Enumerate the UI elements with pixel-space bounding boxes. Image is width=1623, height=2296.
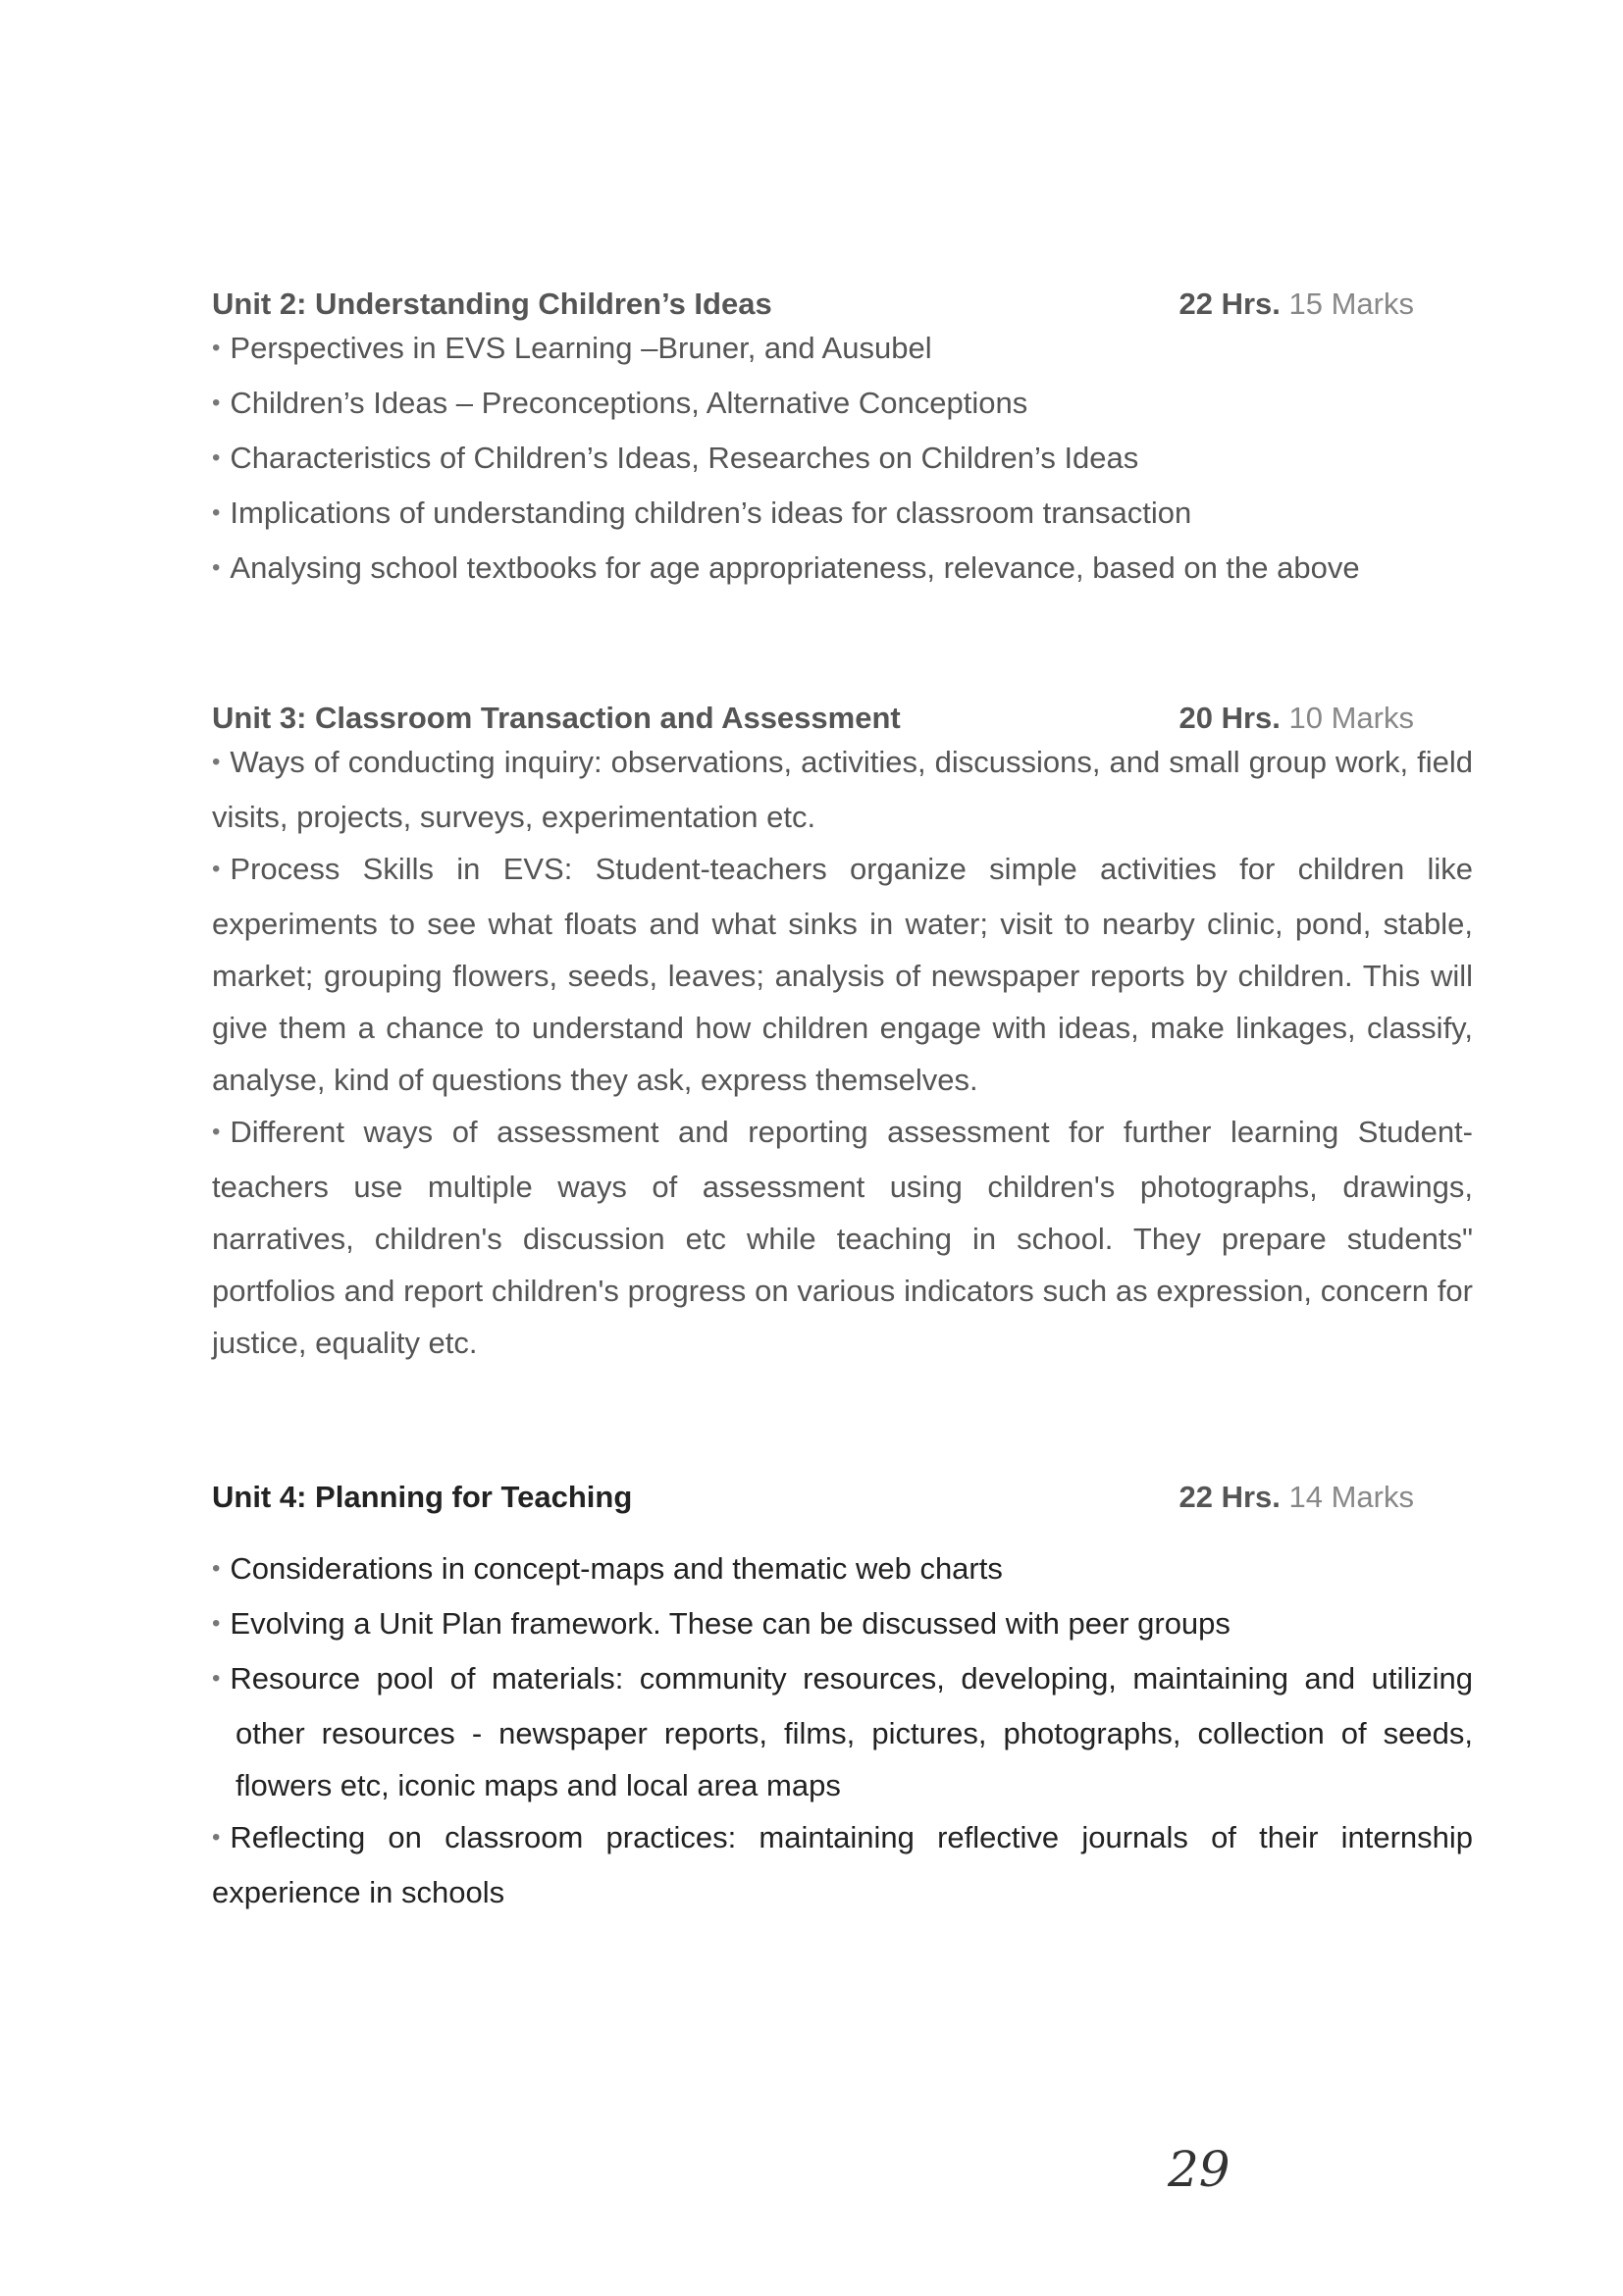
bullet-icon: • [212, 749, 221, 775]
list-item: • Analysing school textbooks for age appropriateness, relevance, based on the above [212, 550, 1360, 585]
list-item: • Children’s Ideas – Preconceptions, Alternative Conceptions [212, 386, 1028, 420]
page-number: 29 [1168, 2141, 1230, 2198]
unit-marks: 15 Marks [1288, 287, 1414, 321]
list-item: • Ways of conducting inquiry: observations, activities, discussions, and small group work, field visits, projects, surveys, experimentation etc. [212, 745, 1473, 834]
list-item: • Perspectives in EVS Learning –Bruner, and Ausubel [212, 331, 932, 365]
bullet-icon: • [212, 499, 221, 526]
list-item: • Resource pool of materials: community resources, developing, maintaining and utilizing other resources - newspaper reports, films, pictures, photographs, collection of seeds, flowers etc, iconic maps and local area maps [212, 1661, 1473, 1802]
unit-3-section [212, 701, 1473, 1369]
list-item: • Different ways of assessment and reporting assessment for further learning Student-teachers use multiple ways of assessment using children's photographs, drawings, narratives, children's discussion etc while teaching in school. They prepare students" portfolios and report children's progress on various indicators such as expression, concern for justice, equality etc. [212, 1115, 1473, 1360]
unit-hours-marks [1178, 1480, 1414, 1515]
unit-marks: 14 Marks [1288, 1480, 1414, 1514]
unit-2-section [212, 287, 1473, 597]
unit-topic-list [212, 1542, 1473, 1918]
bullet-icon: • [212, 856, 221, 882]
bullet-icon: • [212, 335, 221, 361]
unit-header [212, 1480, 1473, 1515]
unit-header [212, 701, 1473, 736]
bullet-icon: • [212, 1119, 221, 1145]
unit-marks: 10 Marks [1288, 701, 1414, 735]
unit-title: Unit 2: Understanding Children’s Ideas [212, 287, 772, 321]
list-item: • Implications of understanding children’s ideas for classroom transaction [212, 496, 1192, 530]
bullet-icon: • [212, 554, 221, 581]
unit-title: Unit 3: Classroom Transaction and Assessment [212, 701, 901, 735]
list-item: • Reflecting on classroom practices: maintaining reflective journals of their internship experience in schools [212, 1820, 1473, 1909]
bullet-icon: • [212, 1824, 221, 1851]
list-item: • Characteristics of Children’s Ideas, Researches on Children’s Ideas [212, 441, 1139, 475]
unit-hours-marks [1178, 701, 1414, 736]
unit-title: Unit 4: Planning for Teaching [212, 1480, 633, 1514]
unit-topic-list [212, 736, 1473, 1369]
bullet-icon: • [212, 390, 221, 416]
unit-4-section [212, 1480, 1473, 1918]
bullet-icon: • [212, 1610, 221, 1637]
unit-header [212, 287, 1473, 322]
unit-hours: 22 Hrs. [1178, 287, 1281, 321]
unit-hours: 20 Hrs. [1178, 701, 1281, 735]
unit-hours: 22 Hrs. [1178, 1480, 1281, 1514]
list-item: • Evolving a Unit Plan framework. These can be discussed with peer groups [212, 1606, 1230, 1641]
unit-hours-marks [1178, 287, 1414, 322]
bullet-icon: • [212, 1555, 221, 1582]
bullet-icon: • [212, 444, 221, 471]
unit-topic-list [212, 322, 1473, 597]
list-item: • Considerations in concept-maps and thematic web charts [212, 1551, 1003, 1586]
list-item: • Process Skills in EVS: Student-teachers organize simple activities for children like experiments to see what floats and what sinks in water; visit to nearby clinic, pond, stable, market; grouping flowers, seeds, leaves; analysis of newspaper reports by children. This will give them a chance to understand how children engage with ideas, make linkages, classify, analyse, kind of questions they ask, express themselves. [212, 852, 1473, 1097]
bullet-icon: • [212, 1665, 221, 1692]
